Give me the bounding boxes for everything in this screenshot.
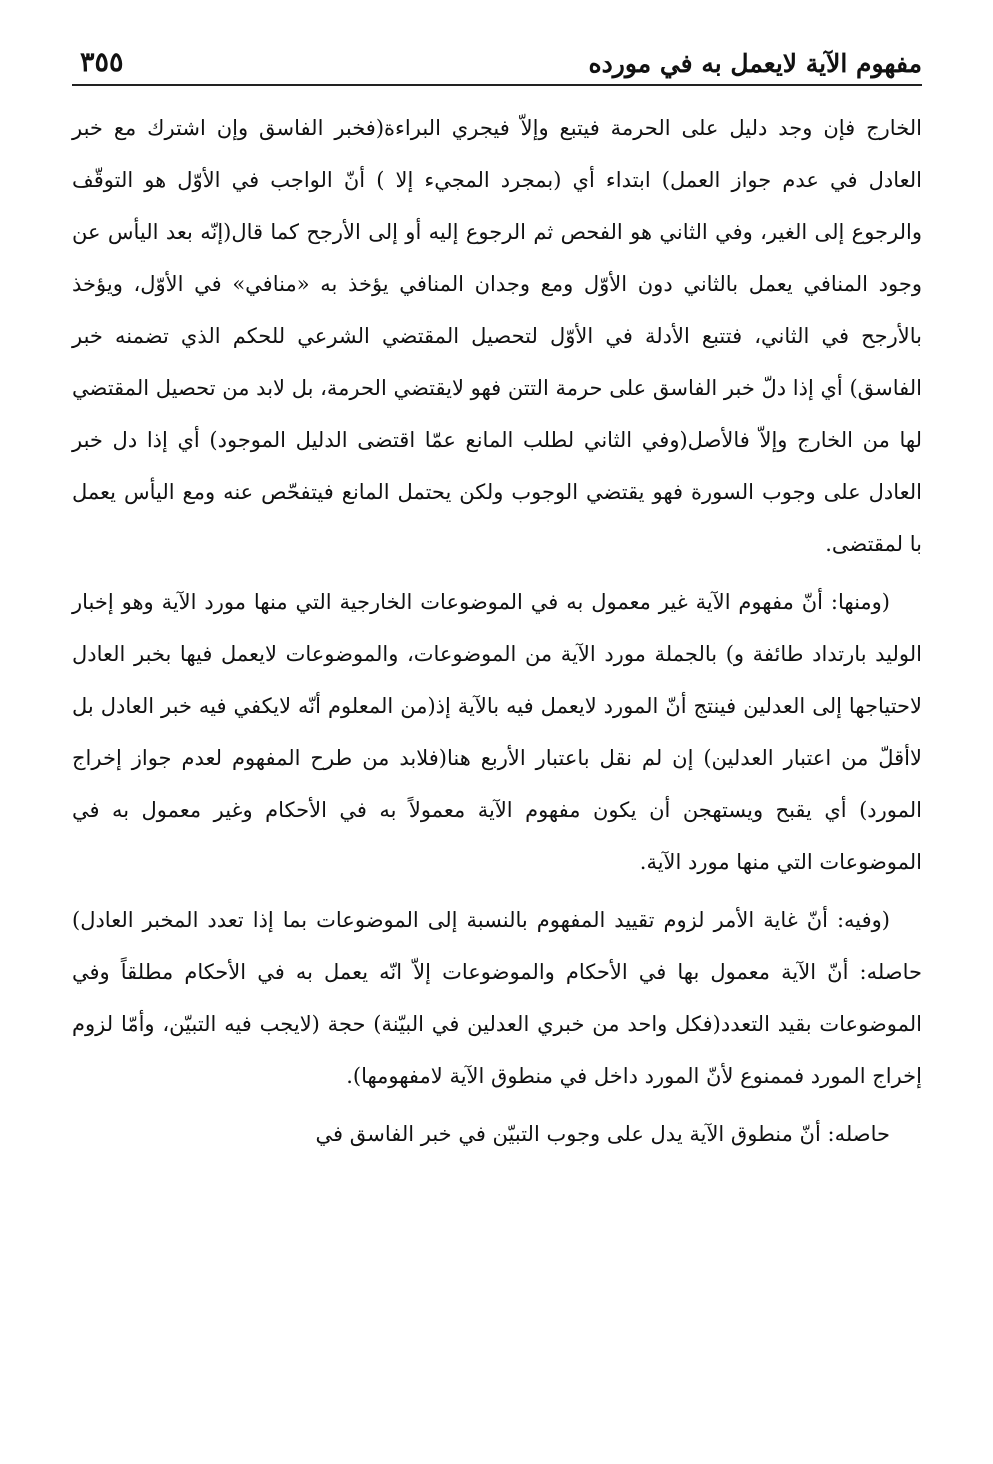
body-text bbox=[72, 102, 922, 1160]
paragraph-summary: حاصله: أنّ منطوق الآية يدل على وجوب التبيّن في خبر الفاسق في bbox=[315, 1122, 890, 1146]
page-number: ٣٥٥ bbox=[80, 47, 124, 78]
paragraph-continuation: الخارج فإن وجد دليل على الحرمة فيتبع وإلاّ فيجري البراءة(فخبر الفاسق وإن اشترك مع خبر العادل في عدم جواز العمل) ابتداء أي (بمجرد المجيء إلا ) أنّ الواجب في الأوّل هو التوقّف والرجوع إلى الغير، وفي الثاني هو الفحص ثم الرجوع إليه أو إلى الأرجح كما قال(إنّه بعد اليأس عن وجود المنافي يعمل بالثاني دون الأوّل ومع وجدان المنافي يؤخذ به «منافي» في الأوّل، ويؤخذ بالأرجح في الثاني، فتتبع الأدلة في الأوّل لتحصيل المقتضي الشرعي للحكم الذي تضمنه خبر الفاسق) أي إذا دلّ خبر الفاسق على حرمة التتن فهو لايقتضي الحرمة، بل لابد من تحصيل المقتضي لها من الخارج وإلاّ فالأصل(وفي الثاني لطلب المانع عمّا اقتضى الدليل الموجود) أي إذا دل خبر العادل على وجوب السورة فهو يقتضي الوجوب ولكن يحتمل المانع فيتفحّص عنه ومع اليأس يعمل با لمقتضى. bbox=[72, 116, 922, 556]
book-page bbox=[72, 40, 922, 1440]
paragraph-second-objection: (ومنها: أنّ مفهوم الآية غير معمول به في الموضوعات الخارجية التي منها مورد الآية وهو إخبار الوليد بارتداد طائفة و) بالجملة مورد الآية من الموضوعات، والموضوعات لايعمل فيها بخبر العادل لاحتياجها إلى العدلين فينتج أنّ المورد لايعمل فيه بالآية إذ(من المعلوم أنّه لايكفي فيه خبر العادل بل لاأقلّ من اعتبار العدلين) إن لم نقل باعتبار الأربع هنا(فلابد من طرح المفهوم لعدم جواز إخراج المورد) أي يقبح ويستهجن أن يكون مفهوم الآية معمولاً به في الأحكام وغير معمول به في الموضوعات التي منها مورد الآية. bbox=[72, 590, 922, 874]
running-title: مفهوم الآية لايعمل به في مورده bbox=[588, 49, 922, 78]
paragraph-reply: (وفيه: أنّ غاية الأمر لزوم تقييد المفهوم بالنسبة إلى الموضوعات بما إذا تعدد المخبر العادل) حاصله: أنّ الآية معمول بها في الأحكام والموضوعات إلاّ انّه يعمل به في الأحكام مطلقاً وفي الموضوعات بقيد التعدد(فكل واحد من خبري العدلين في البيّنة) حجة (لايجب فيه التبيّن، وأمّا لزوم إخراج المورد فممنوع لأنّ المورد داخل في منطوق الآية لامفهومها). bbox=[72, 908, 922, 1088]
page-header bbox=[72, 40, 922, 86]
